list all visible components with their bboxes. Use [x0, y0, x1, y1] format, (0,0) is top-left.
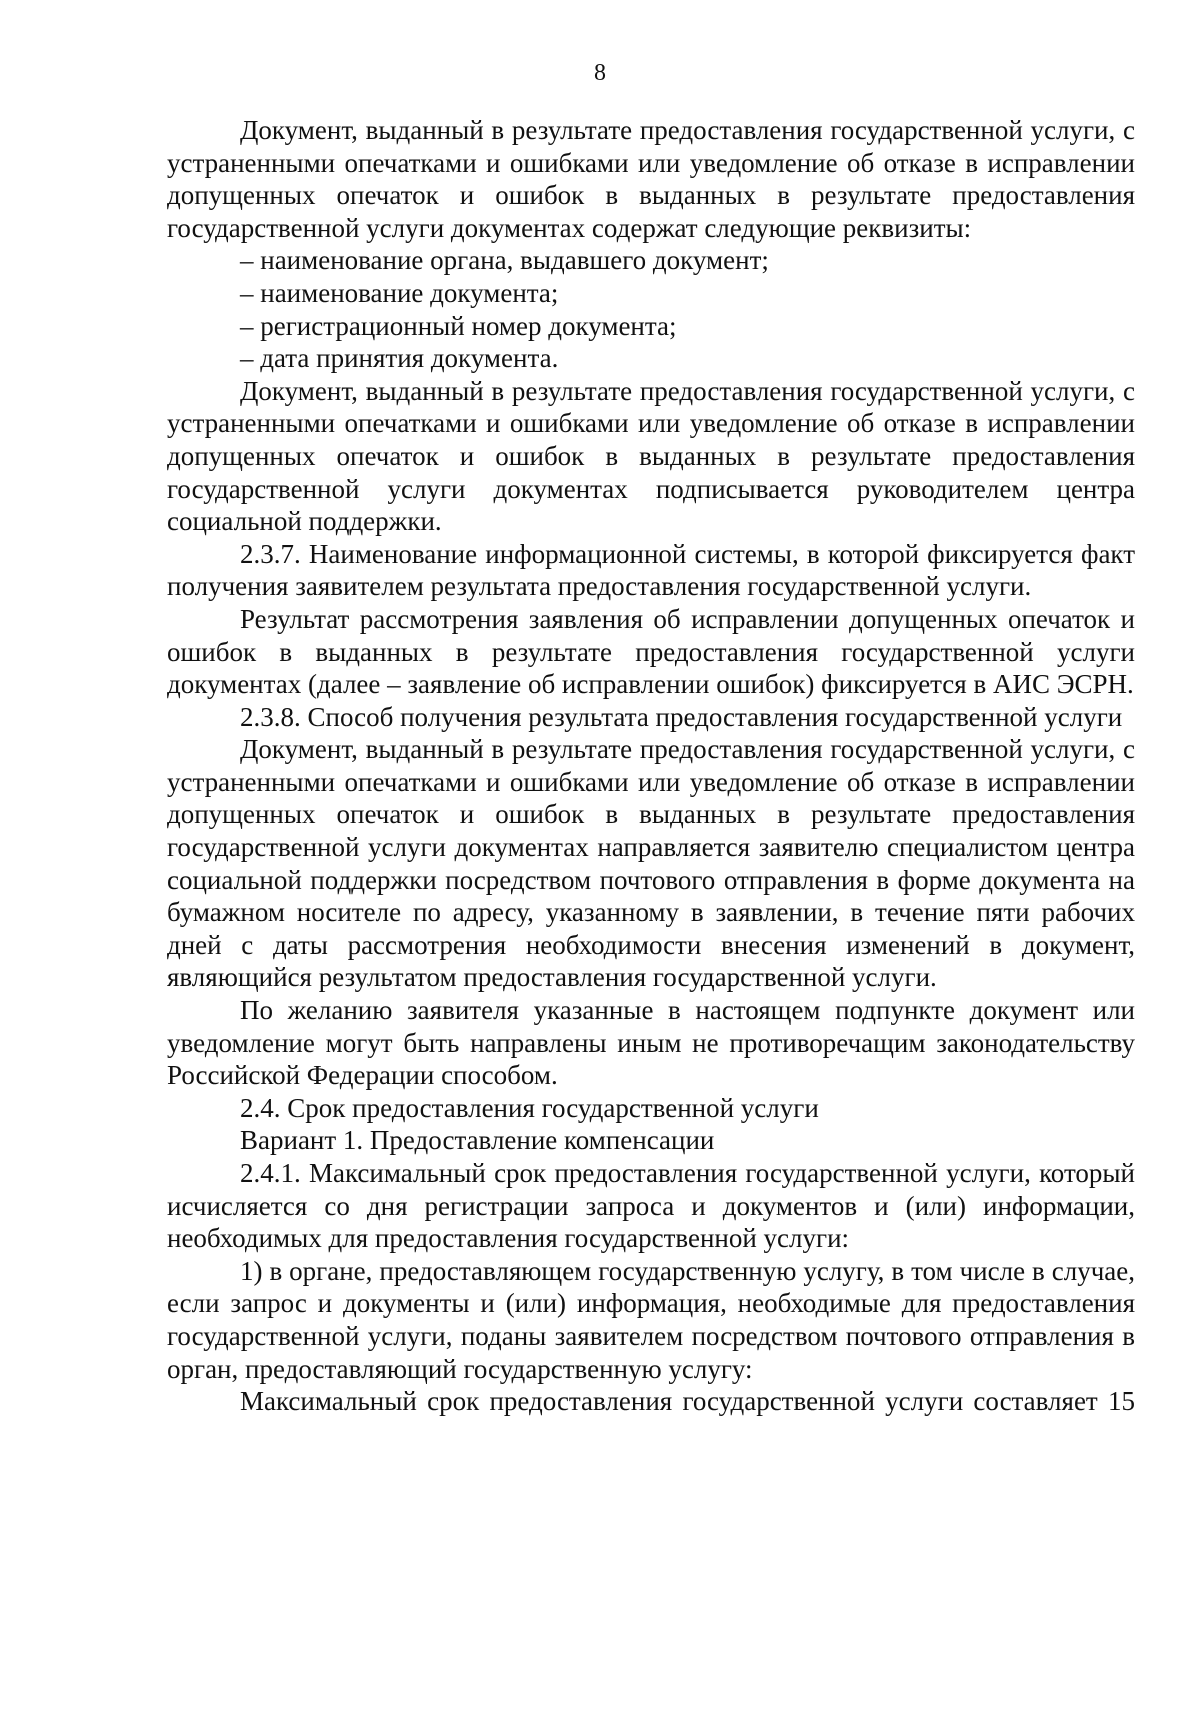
- list-item-adoption-date: – дата принятия документа.: [240, 343, 559, 374]
- list-item-document-name: – наименование документа;: [240, 277, 559, 308]
- paragraph-requisites-intro: Документ, выданный в результате предоставления государственной услуги, с устраненными опечатками и ошибками или уведомление об отказе в исправлении допущенных опечаток и ошибок в выданных в результате предоставления государственной услуги документах содержат следующие реквизиты:: [167, 115, 1135, 243]
- paragraph-result-recorded: Результат рассмотрения заявления об исправлении допущенных опечаток и ошибок в выданных в результате предоставления государственной услуги документах (далее – заявление об исправлении ошибок) фиксируется в АИС ЭСРН.: [167, 603, 1135, 700]
- section-2-3-8: 2.3.8. Способ получения результата предоставления государственной услуги: [240, 701, 1123, 732]
- list-item-issuing-authority: – наименование органа, выдавшего документ;: [240, 245, 769, 276]
- section-2-4-1: 2.4.1. Максимальный срок предоставления государственной услуги, который исчисляется со дня регистрации запроса и документов и (или) информации, необходимых для предоставления государственной услуги:: [167, 1158, 1135, 1254]
- paragraph-max-term: Максимальный срок предоставления государственной услуги составляет 15: [240, 1386, 1135, 1417]
- paragraph-delivery-method: Документ, выданный в результате предоставления государственной услуги, с устраненными опечатками и ошибками или уведомление об отказе в исправлении допущенных опечаток и ошибок в выданных в результате предоставления государственной услуги документах направляется заявителю специалистом центра социальной поддержки посредством почтового отправления в форме документа на бумажном носителе по адресу, указанному в заявлении, в течение пяти рабочих дней с даты рассмотрения необходимости внесения изменений в документ, являющийся результатом предоставления государственной услуги.: [167, 734, 1135, 993]
- paragraph-signing: Документ, выданный в результате предоставления государственной услуги, с устраненными опечатками и ошибками или уведомление об отказе в исправлении допущенных опечаток и ошибок в выданных в результате предоставления государственной услуги документах подписывается руководителем центра социальной поддержки.: [167, 375, 1135, 537]
- section-2-4: 2.4. Срок предоставления государственной услуги: [240, 1092, 819, 1123]
- document-body: [167, 114, 1135, 1418]
- paragraph-applicant-request: По желанию заявителя указанные в настоящем подпункте документ или уведомление могут быть направлены иным не противоречащим законодательству Российской Федерации способом.: [167, 995, 1135, 1091]
- list-item-registration-number: – регистрационный номер документа;: [240, 310, 677, 341]
- list-item-1-authority: 1) в органе, предоставляющем государственную услугу, в том числе в случае, если запрос и документы и (или) информация, необходимые для предоставления государственной услуги, поданы заявителем посредством почтового отправления в орган, предоставляющий государственную услугу:: [167, 1255, 1135, 1384]
- section-2-3-7: 2.3.7. Наименование информационной системы, в которой фиксируется факт получения заявителем результата предоставления государственной услуги.: [167, 538, 1135, 602]
- page-number: 8: [594, 60, 606, 86]
- variant-1-heading: Вариант 1. Предоставление компенсации: [240, 1125, 715, 1156]
